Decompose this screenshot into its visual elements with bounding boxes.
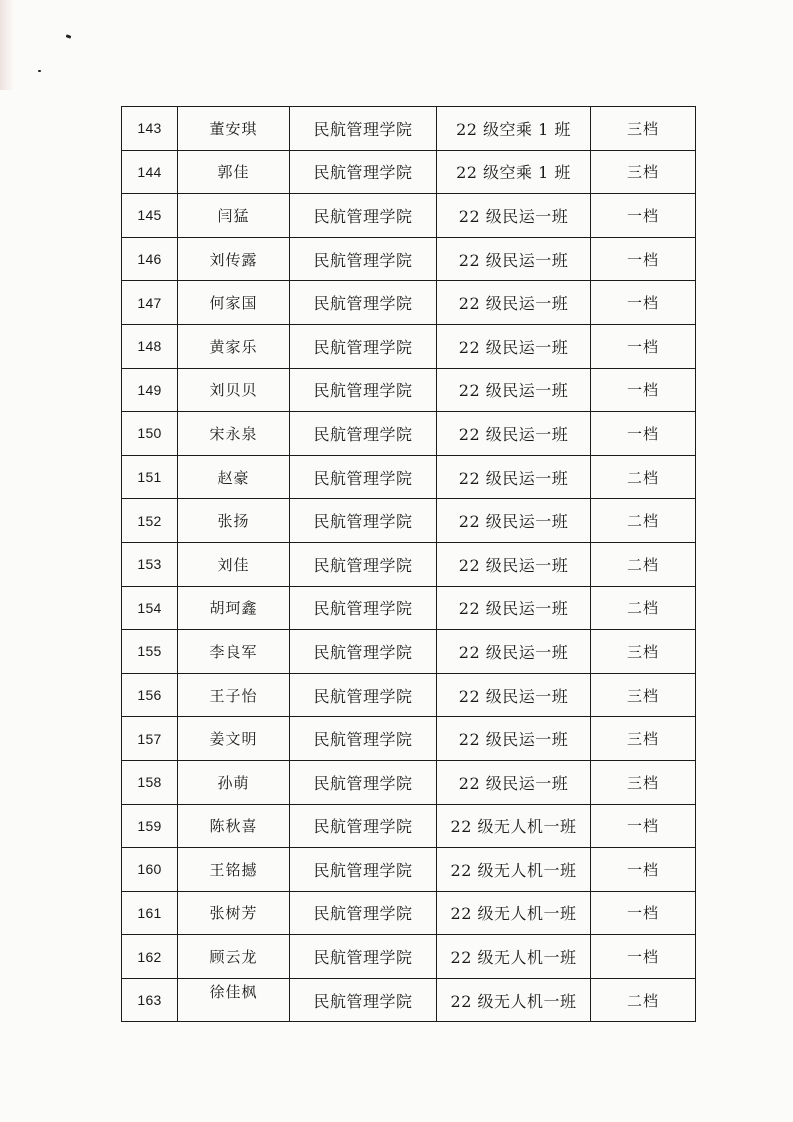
student-name-cell	[178, 804, 290, 848]
college-text: 民航管理学院	[313, 424, 413, 444]
row-number-text: 158	[137, 774, 162, 791]
class-cell	[437, 673, 591, 717]
table-row	[122, 804, 696, 848]
student-name-cell	[178, 630, 290, 674]
row-number-cell	[122, 412, 178, 456]
class-text: 22 级民运一班	[458, 512, 569, 532]
grade-level-text: 三档	[626, 686, 659, 705]
table-row	[122, 194, 696, 238]
row-number-cell	[122, 804, 178, 848]
row-number-cell	[122, 848, 178, 892]
row-number-text: 155	[137, 643, 162, 660]
student-name-cell	[178, 368, 290, 412]
grade-level-text: 一档	[626, 337, 659, 356]
row-number-cell	[122, 935, 178, 979]
student-name-text: 郭佳	[217, 163, 250, 182]
table-row	[122, 848, 696, 892]
grade-level-cell	[591, 542, 696, 586]
row-number-text: 152	[137, 512, 162, 529]
student-name-text: 李良军	[209, 642, 258, 661]
grade-level-text: 二档	[626, 991, 659, 1010]
row-number-cell	[122, 150, 178, 194]
scan-speck	[38, 70, 41, 72]
row-number-cell	[122, 281, 178, 325]
grade-level-cell	[591, 717, 696, 761]
row-number-cell	[122, 368, 178, 412]
row-number-cell	[122, 107, 178, 151]
table-row	[122, 978, 696, 1022]
class-cell	[437, 848, 591, 892]
table-row	[122, 586, 696, 630]
student-name-text: 顾云龙	[209, 948, 258, 967]
row-number-text: 157	[137, 730, 162, 747]
grade-level-text: 一档	[626, 948, 659, 967]
college-cell	[290, 412, 437, 456]
class-text: 22 级民运一班	[458, 294, 569, 314]
class-cell	[437, 107, 591, 151]
grade-level-text: 三档	[626, 642, 659, 661]
grade-level-cell	[591, 848, 696, 892]
class-text: 22 级无人机一班	[450, 991, 577, 1011]
grade-level-cell	[591, 891, 696, 935]
student-name-text: 张树芳	[209, 904, 258, 923]
grade-level-cell	[591, 760, 696, 804]
row-number-text: 149	[137, 381, 162, 398]
college-text: 民航管理学院	[313, 642, 413, 662]
table-row	[122, 150, 696, 194]
row-number-text: 150	[137, 425, 162, 442]
college-text: 民航管理学院	[313, 817, 413, 837]
table-row	[122, 237, 696, 281]
table-row	[122, 717, 696, 761]
college-text: 民航管理学院	[313, 294, 413, 314]
row-number-cell	[122, 891, 178, 935]
college-cell	[290, 891, 437, 935]
grade-level-cell	[591, 499, 696, 543]
row-number-cell	[122, 586, 178, 630]
row-number-text: 161	[137, 904, 162, 921]
table-row	[122, 499, 696, 543]
student-name-text: 何家国	[209, 294, 258, 313]
college-text: 民航管理学院	[313, 512, 413, 532]
college-text: 民航管理学院	[313, 555, 413, 575]
row-number-text: 159	[137, 817, 162, 834]
row-number-cell	[122, 324, 178, 368]
class-cell	[437, 150, 591, 194]
college-cell	[290, 586, 437, 630]
class-text: 22 级民运一班	[458, 686, 569, 706]
table-row	[122, 760, 696, 804]
table-row	[122, 935, 696, 979]
row-number-cell	[122, 194, 178, 238]
student-name-cell	[178, 717, 290, 761]
college-cell	[290, 804, 437, 848]
student-name-cell	[178, 455, 290, 499]
grade-level-text: 一档	[626, 817, 659, 836]
grade-level-cell	[591, 194, 696, 238]
table-row	[122, 542, 696, 586]
grade-level-text: 三档	[626, 730, 659, 749]
class-text: 22 级无人机一班	[450, 948, 577, 968]
class-text: 22 级无人机一班	[450, 860, 577, 880]
grade-level-text: 一档	[626, 206, 659, 225]
student-name-text: 赵豪	[217, 468, 250, 487]
grade-level-cell	[591, 150, 696, 194]
row-number-text: 154	[137, 599, 162, 616]
college-text: 民航管理学院	[313, 119, 413, 139]
row-number-text: 143	[137, 120, 162, 137]
table-body	[122, 107, 696, 1022]
class-text: 22 级民运一班	[458, 250, 569, 270]
grade-level-text: 一档	[626, 904, 659, 923]
student-grade-table	[121, 106, 696, 1022]
class-text: 22 级空乘 1 班	[456, 163, 571, 183]
college-text: 民航管理学院	[313, 730, 413, 750]
student-name-cell	[178, 499, 290, 543]
college-cell	[290, 935, 437, 979]
row-number-cell	[122, 237, 178, 281]
student-name-text: 董安琪	[209, 119, 258, 138]
student-name-text: 王铭撼	[209, 860, 258, 879]
student-name-cell	[178, 542, 290, 586]
grade-level-cell	[591, 107, 696, 151]
grade-level-text: 三档	[626, 163, 659, 182]
grade-level-cell	[591, 412, 696, 456]
college-cell	[290, 848, 437, 892]
student-name-text: 张扬	[217, 512, 250, 531]
row-number-cell	[122, 978, 178, 1022]
student-name-cell	[178, 107, 290, 151]
student-name-text: 刘传露	[209, 250, 258, 269]
class-cell	[437, 499, 591, 543]
college-text: 民航管理学院	[313, 686, 413, 706]
grade-level-cell	[591, 630, 696, 674]
college-text: 民航管理学院	[313, 904, 413, 924]
student-name-text: 陈秋喜	[209, 817, 258, 836]
row-number-text: 156	[137, 687, 162, 704]
class-cell	[437, 978, 591, 1022]
college-text: 民航管理学院	[313, 991, 413, 1011]
college-cell	[290, 194, 437, 238]
college-cell	[290, 717, 437, 761]
table-row	[122, 412, 696, 456]
college-cell	[290, 760, 437, 804]
grade-level-text: 三档	[626, 119, 659, 138]
college-cell	[290, 150, 437, 194]
grade-level-text: 二档	[626, 468, 659, 487]
row-number-text: 147	[137, 294, 162, 311]
student-name-text: 宋永泉	[209, 424, 258, 443]
class-text: 22 级民运一班	[458, 424, 569, 444]
college-cell	[290, 673, 437, 717]
student-name-text: 姜文明	[209, 730, 258, 749]
grade-level-text: 一档	[626, 250, 659, 269]
college-text: 民航管理学院	[313, 860, 413, 880]
row-number-text: 151	[137, 469, 162, 486]
grade-level-text: 一档	[626, 424, 659, 443]
grade-level-cell	[591, 455, 696, 499]
grade-level-text: 三档	[626, 773, 659, 792]
college-text: 民航管理学院	[313, 948, 413, 968]
class-text: 22 级民运一班	[458, 381, 569, 401]
class-text: 22 级民运一班	[458, 642, 569, 662]
row-number-text: 145	[137, 207, 162, 224]
grade-level-cell	[591, 368, 696, 412]
student-name-text: 胡珂鑫	[209, 599, 258, 618]
row-number-text: 160	[137, 861, 162, 878]
row-number-text: 148	[137, 338, 162, 355]
college-text: 民航管理学院	[313, 337, 413, 357]
scan-speck	[66, 34, 72, 39]
class-cell	[437, 586, 591, 630]
student-name-cell	[178, 760, 290, 804]
grade-level-text: 一档	[626, 860, 659, 879]
grade-level-cell	[591, 586, 696, 630]
college-text: 民航管理学院	[313, 773, 413, 793]
class-text: 22 级民运一班	[458, 599, 569, 619]
row-number-cell	[122, 717, 178, 761]
table-row	[122, 281, 696, 325]
class-text: 22 级无人机一班	[450, 904, 577, 924]
class-cell	[437, 804, 591, 848]
student-name-text: 王子怡	[209, 686, 258, 705]
class-cell	[437, 281, 591, 325]
student-name-cell	[178, 891, 290, 935]
college-cell	[290, 978, 437, 1022]
college-cell	[290, 630, 437, 674]
row-number-cell	[122, 499, 178, 543]
table-row	[122, 107, 696, 151]
class-cell	[437, 935, 591, 979]
grade-level-cell	[591, 281, 696, 325]
class-text: 22 级民运一班	[458, 773, 569, 793]
student-name-text: 闫猛	[217, 206, 250, 225]
grade-level-cell	[591, 237, 696, 281]
college-cell	[290, 237, 437, 281]
class-cell	[437, 891, 591, 935]
grade-level-text: 二档	[626, 512, 659, 531]
row-number-cell	[122, 760, 178, 804]
college-cell	[290, 542, 437, 586]
class-text: 22 级民运一班	[458, 730, 569, 750]
table-row	[122, 673, 696, 717]
student-name-cell	[178, 237, 290, 281]
grade-level-text: 二档	[626, 599, 659, 618]
student-name-text: 刘贝贝	[209, 381, 258, 400]
grade-level-cell	[591, 673, 696, 717]
college-text: 民航管理学院	[313, 206, 413, 226]
grade-level-text: 一档	[626, 294, 659, 313]
class-cell	[437, 412, 591, 456]
class-cell	[437, 455, 591, 499]
student-name-text: 黄家乐	[209, 337, 258, 356]
grade-level-cell	[591, 935, 696, 979]
class-text: 22 级民运一班	[458, 468, 569, 488]
class-cell	[437, 324, 591, 368]
grade-level-cell	[591, 978, 696, 1022]
row-number-text: 162	[137, 948, 162, 965]
college-cell	[290, 281, 437, 325]
college-text: 民航管理学院	[313, 250, 413, 270]
college-cell	[290, 368, 437, 412]
table-row	[122, 630, 696, 674]
college-cell	[290, 455, 437, 499]
class-text: 22 级民运一班	[458, 337, 569, 357]
row-number-cell	[122, 542, 178, 586]
class-cell	[437, 237, 591, 281]
student-name-cell	[178, 586, 290, 630]
row-number-text: 146	[137, 251, 162, 268]
college-cell	[290, 107, 437, 151]
student-name-cell	[178, 150, 290, 194]
college-cell	[290, 324, 437, 368]
class-text: 22 级民运一班	[458, 206, 569, 226]
student-name-cell	[178, 935, 290, 979]
class-cell	[437, 194, 591, 238]
student-name-cell	[178, 673, 290, 717]
row-number-text: 153	[137, 556, 162, 573]
grade-level-cell	[591, 324, 696, 368]
student-name-text: 徐佳枫	[209, 982, 258, 1001]
student-name-text: 刘佳	[217, 555, 250, 574]
college-text: 民航管理学院	[313, 163, 413, 183]
class-cell	[437, 760, 591, 804]
grade-level-cell	[591, 804, 696, 848]
row-number-cell	[122, 630, 178, 674]
student-name-cell	[178, 281, 290, 325]
college-text: 民航管理学院	[313, 599, 413, 619]
student-name-text: 孙萌	[217, 773, 250, 792]
student-name-cell	[178, 978, 290, 1022]
college-text: 民航管理学院	[313, 381, 413, 401]
student-name-cell	[178, 194, 290, 238]
class-text: 22 级空乘 1 班	[456, 119, 571, 139]
college-text: 民航管理学院	[313, 468, 413, 488]
table-row	[122, 368, 696, 412]
class-text: 22 级民运一班	[458, 555, 569, 575]
college-cell	[290, 499, 437, 543]
row-number-text: 163	[137, 992, 162, 1009]
class-text: 22 级无人机一班	[450, 817, 577, 837]
grade-level-text: 一档	[626, 381, 659, 400]
table-row	[122, 324, 696, 368]
table-row	[122, 455, 696, 499]
class-cell	[437, 630, 591, 674]
row-number-cell	[122, 673, 178, 717]
class-cell	[437, 368, 591, 412]
table-row	[122, 891, 696, 935]
grade-level-text: 二档	[626, 555, 659, 574]
student-name-cell	[178, 848, 290, 892]
student-name-cell	[178, 412, 290, 456]
row-number-text: 144	[137, 163, 162, 180]
class-cell	[437, 717, 591, 761]
student-name-cell	[178, 324, 290, 368]
class-cell	[437, 542, 591, 586]
scan-edge-shadow	[0, 0, 14, 90]
row-number-cell	[122, 455, 178, 499]
